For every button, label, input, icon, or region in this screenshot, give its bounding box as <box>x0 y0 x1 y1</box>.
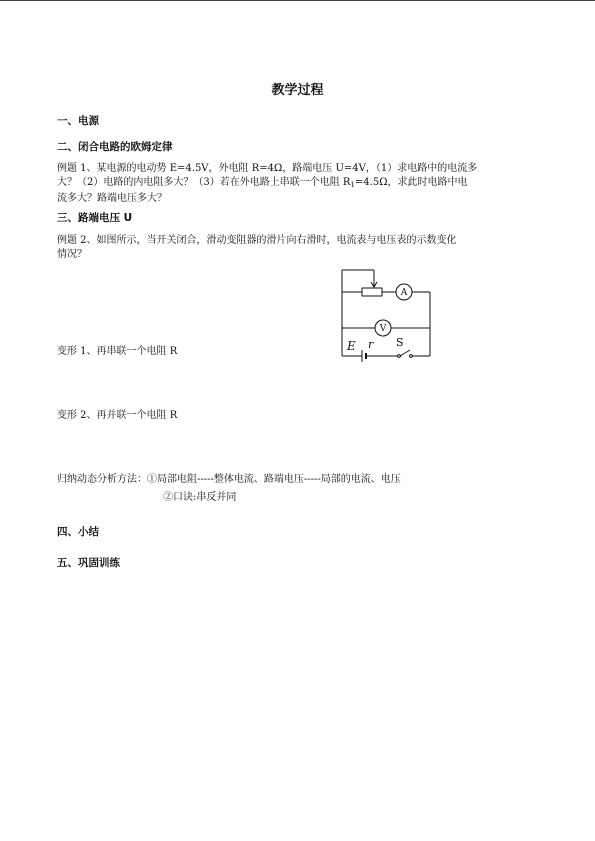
example-1-line-2: 大？（2）电路的内电阻多大？（3）若在外电路上串联一个电阻 $R_1=4.5\Omega$，求此时电路中电 <box>57 177 468 189</box>
voltmeter-label: V <box>379 324 387 334</box>
circuit-diagram <box>338 266 438 366</box>
switch-contact-right <box>410 355 413 358</box>
section-heading-terminal-voltage: 三、路端电压 U <box>57 212 133 224</box>
summary-line-2: ②口诀:串反并同 <box>163 492 237 503</box>
example-1-line-1: 例题 1、某电源的电动势 E=4.5V，外电阻 R=4Ω，路端电压 U=4V，（1）求电路中的电流多 <box>57 163 478 174</box>
example-2-line-1: 例题 2、如图所示，当开关闭合，滑动变阻器的滑片向右滑时，电流表与电压表的示数变化 <box>57 235 457 246</box>
section-heading-practice: 五、巩固训练 <box>57 557 120 569</box>
page-title: 教学过程 <box>271 83 324 98</box>
switch-contact-left <box>398 355 401 358</box>
example-2 <box>57 234 542 262</box>
section-heading-power-source: 一、电源 <box>57 115 99 127</box>
example-2-line-2: 情况？ <box>57 249 87 260</box>
emf-label: E <box>347 339 356 353</box>
ammeter-label: A <box>400 288 408 298</box>
section-heading-summary: 四、小结 <box>57 526 99 538</box>
rheostat <box>362 288 382 296</box>
internal-resistance-label: r <box>368 338 374 351</box>
switch-blade <box>400 350 410 356</box>
example-1 <box>57 162 542 206</box>
variant-1: 变形 1、再串联一个电阻 R <box>57 346 178 357</box>
top-rule <box>0 0 595 1</box>
section-heading-ohms-law: 二、闭合电路的欧姆定律 <box>57 141 173 153</box>
summary-line-1: 归纳动态分析方法：①局部电阻-----整体电流、路端电压-----局部的电流、电压 <box>57 474 401 485</box>
switch-label: S <box>396 336 404 349</box>
example-1-line-3: 流多大？路端电压多大？ <box>57 193 167 204</box>
variant-2: 变形 2、再并联一个电阻 R <box>57 410 178 421</box>
